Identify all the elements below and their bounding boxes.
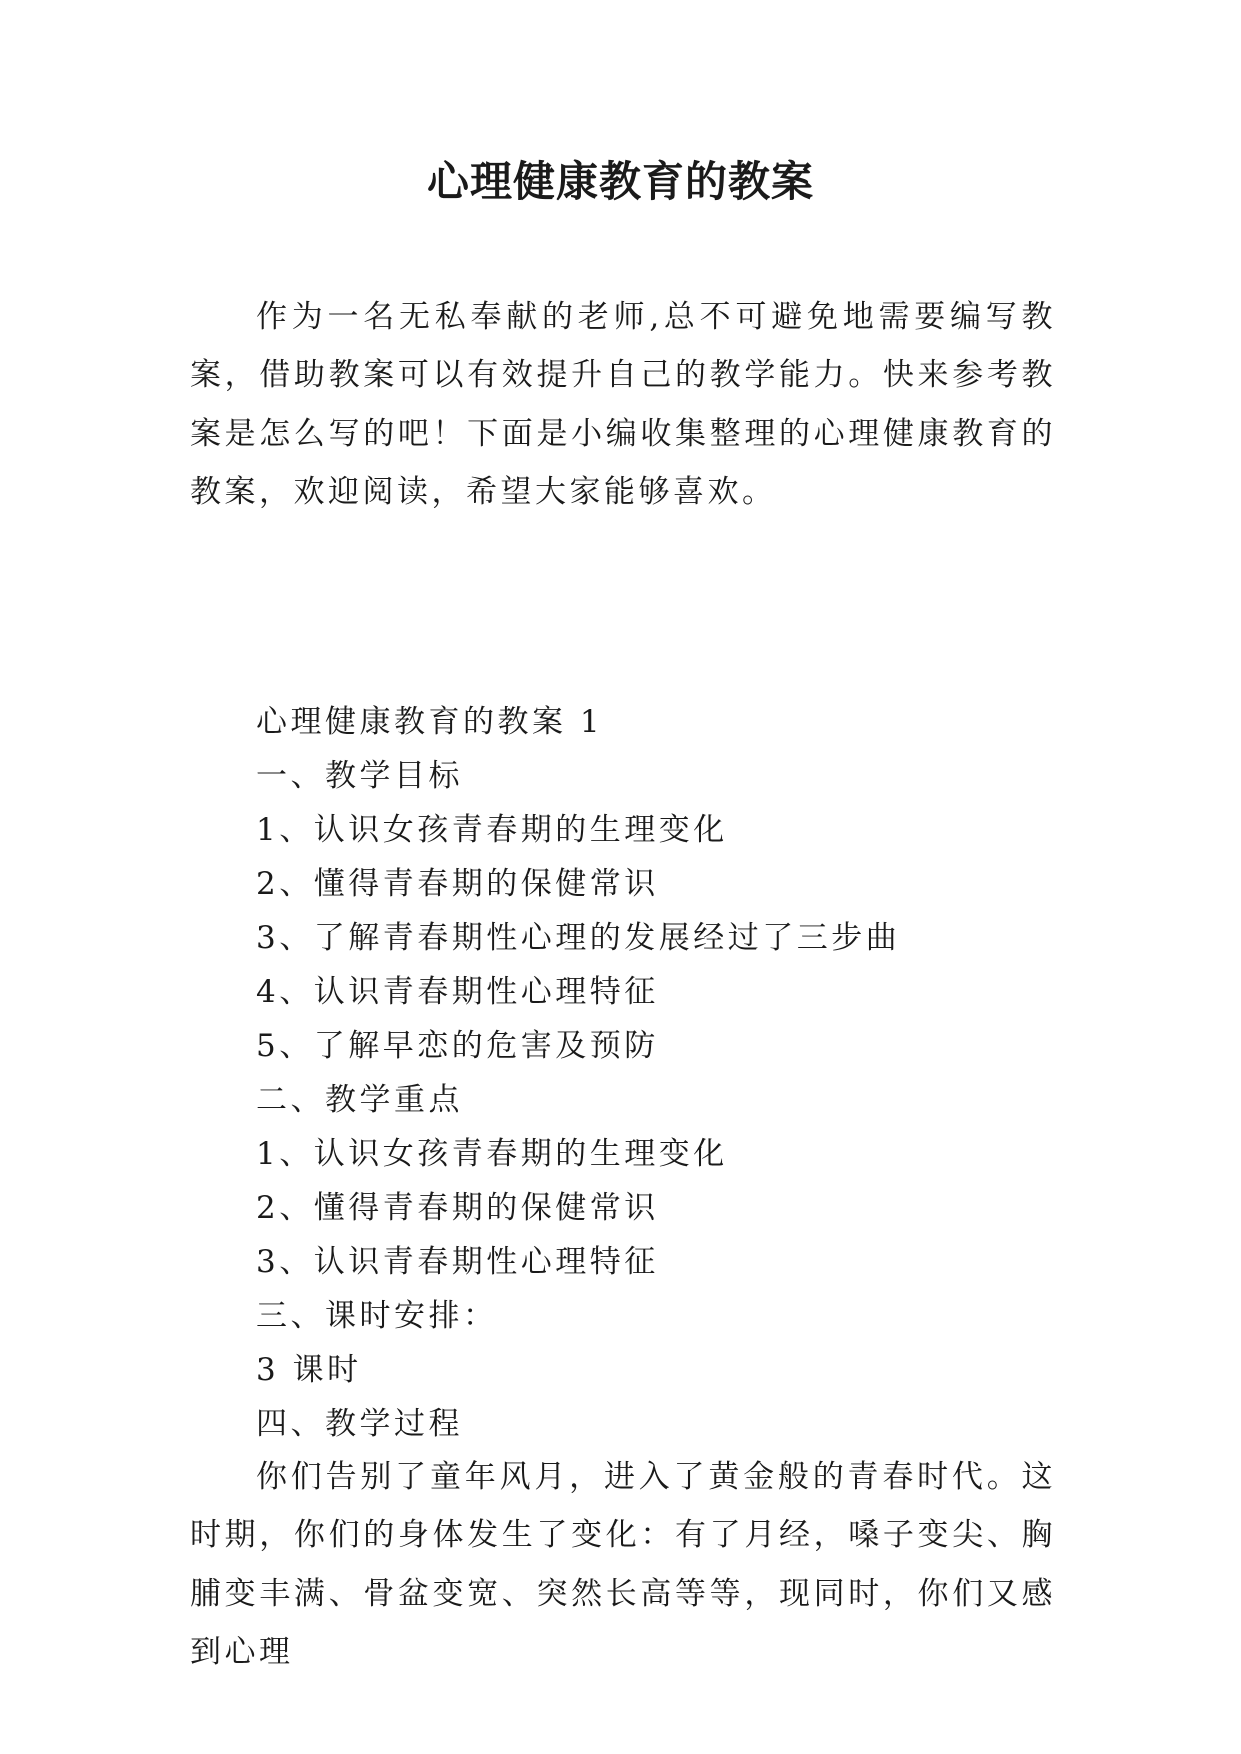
class-hours: 3 课时 (256, 1352, 362, 1388)
list-item: 4、认识青春期性心理特征 (256, 974, 659, 1010)
list-item: 2、懂得青春期的保健常识 (256, 1190, 659, 1226)
body-paragraph: 你们告别了童年风月，进入了黄金般的青春时代。这时期，你们的身体发生了变化：有了月经，嗓子变尖、胸脯变丰满、骨盆变宽、突然长高等等，现同时，你们又感到心理 (190, 1459, 1056, 1670)
list-item: 2、懂得青春期的保健常识 (256, 866, 659, 902)
list-item: 1、认识女孩青春期的生理变化 (256, 1136, 728, 1172)
list-item: 5、了解早恋的危害及预防 (256, 1028, 659, 1064)
list-item: 3、了解青春期性心理的发展经过了三步曲 (256, 920, 901, 956)
intro-paragraph: 作为一名无私奉献的老师,总不可避免地需要编写教案，借助教案可以有效提升自己的教学能力。快来参考教案是怎么写的吧！下面是小编收集整理的心理健康教育的教案，欢迎阅读，希望大家能够喜欢。 (190, 299, 1056, 510)
heading-teaching-focus: 二、教学重点 (256, 1082, 463, 1118)
section-heading: 心理健康教育的教案 1 (256, 704, 604, 740)
list-item: 3、认识青春期性心理特征 (256, 1244, 659, 1280)
document-title: 心理健康教育的教案 (426, 157, 814, 206)
heading-teaching-process: 四、教学过程 (256, 1406, 463, 1442)
list-item: 1、认识女孩青春期的生理变化 (256, 812, 728, 848)
heading-class-schedule: 三、课时安排： (256, 1298, 498, 1334)
heading-teaching-goals: 一、教学目标 (256, 758, 463, 794)
